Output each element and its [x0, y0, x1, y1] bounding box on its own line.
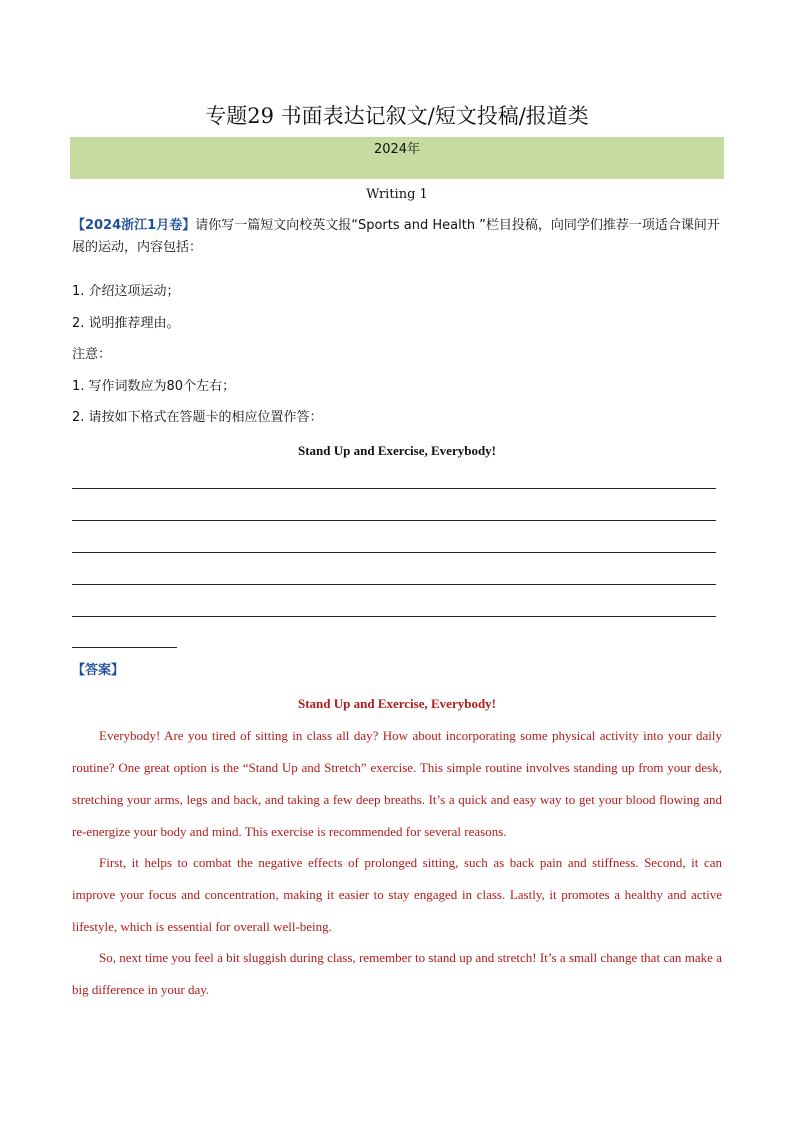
- question-prompt-text: 请你写一篇短文向校英文报“Sports and Health ”栏目投稿，向同学们推荐一项适合课间开展的运动，内容包括：: [72, 218, 720, 255]
- answer-blank-line: [72, 584, 716, 585]
- note-item-2: 2. 请按如下格式在答题卡的相应位置作答：: [72, 410, 323, 425]
- question-item-2: 2. 说明推荐理由。: [72, 316, 180, 331]
- question-essay-title: Stand Up and Exercise, Everybody!: [297, 443, 497, 458]
- answer-paragraph: First, it helps to combat the negative effects of prolonged sitting, such as back pain and stiffness. Second, it can improve your focus and concentration, making it easier to stay engaged in class. Lastly, it promotes a healthy and active lifestyle, which is essential for overall well-being.: [72, 855, 722, 934]
- question-prompt: [72, 215, 722, 259]
- answer-paragraph: Everybody! Are you tired of sitting in class all day? How about incorporating some physical activity into your daily routine? One great option is the “Stand Up and Stretch” exercise. This simple routine involves standing up from your desk, stretching your arms, legs and back, and taking a few deep breaths. It’s a quick and easy way to get your blood flowing and re-energize your body and mind. This exercise is recommended for several reasons.: [72, 728, 722, 839]
- notes-label: 注意：: [72, 347, 112, 362]
- answer-blank-line: [72, 488, 716, 489]
- answer-blank-line-short: [72, 647, 177, 648]
- answer-paragraph: So, next time you feel a bit sluggish during class, remember to stand up and stretch! It’s a small change that can make a big difference in your day.: [72, 950, 722, 997]
- question-item-1: 1. 介绍这项运动；: [72, 284, 180, 299]
- answer-tag: 【答案】: [72, 663, 125, 678]
- answer-blank-line: [72, 520, 716, 521]
- writing-label: Writing 1: [366, 187, 428, 202]
- page-title: 专题29 书面表达记叙文/短文投稿/报道类: [205, 104, 589, 128]
- answer-title: Stand Up and Exercise, Everybody!: [297, 696, 497, 711]
- question-source: 【2024浙江1月卷】: [72, 218, 196, 233]
- answer-blank-line: [72, 552, 716, 553]
- year-band: 2024年: [70, 137, 724, 179]
- note-item-1: 1. 写作词数应为80个左右；: [72, 379, 236, 394]
- answer-blank-line: [72, 616, 716, 617]
